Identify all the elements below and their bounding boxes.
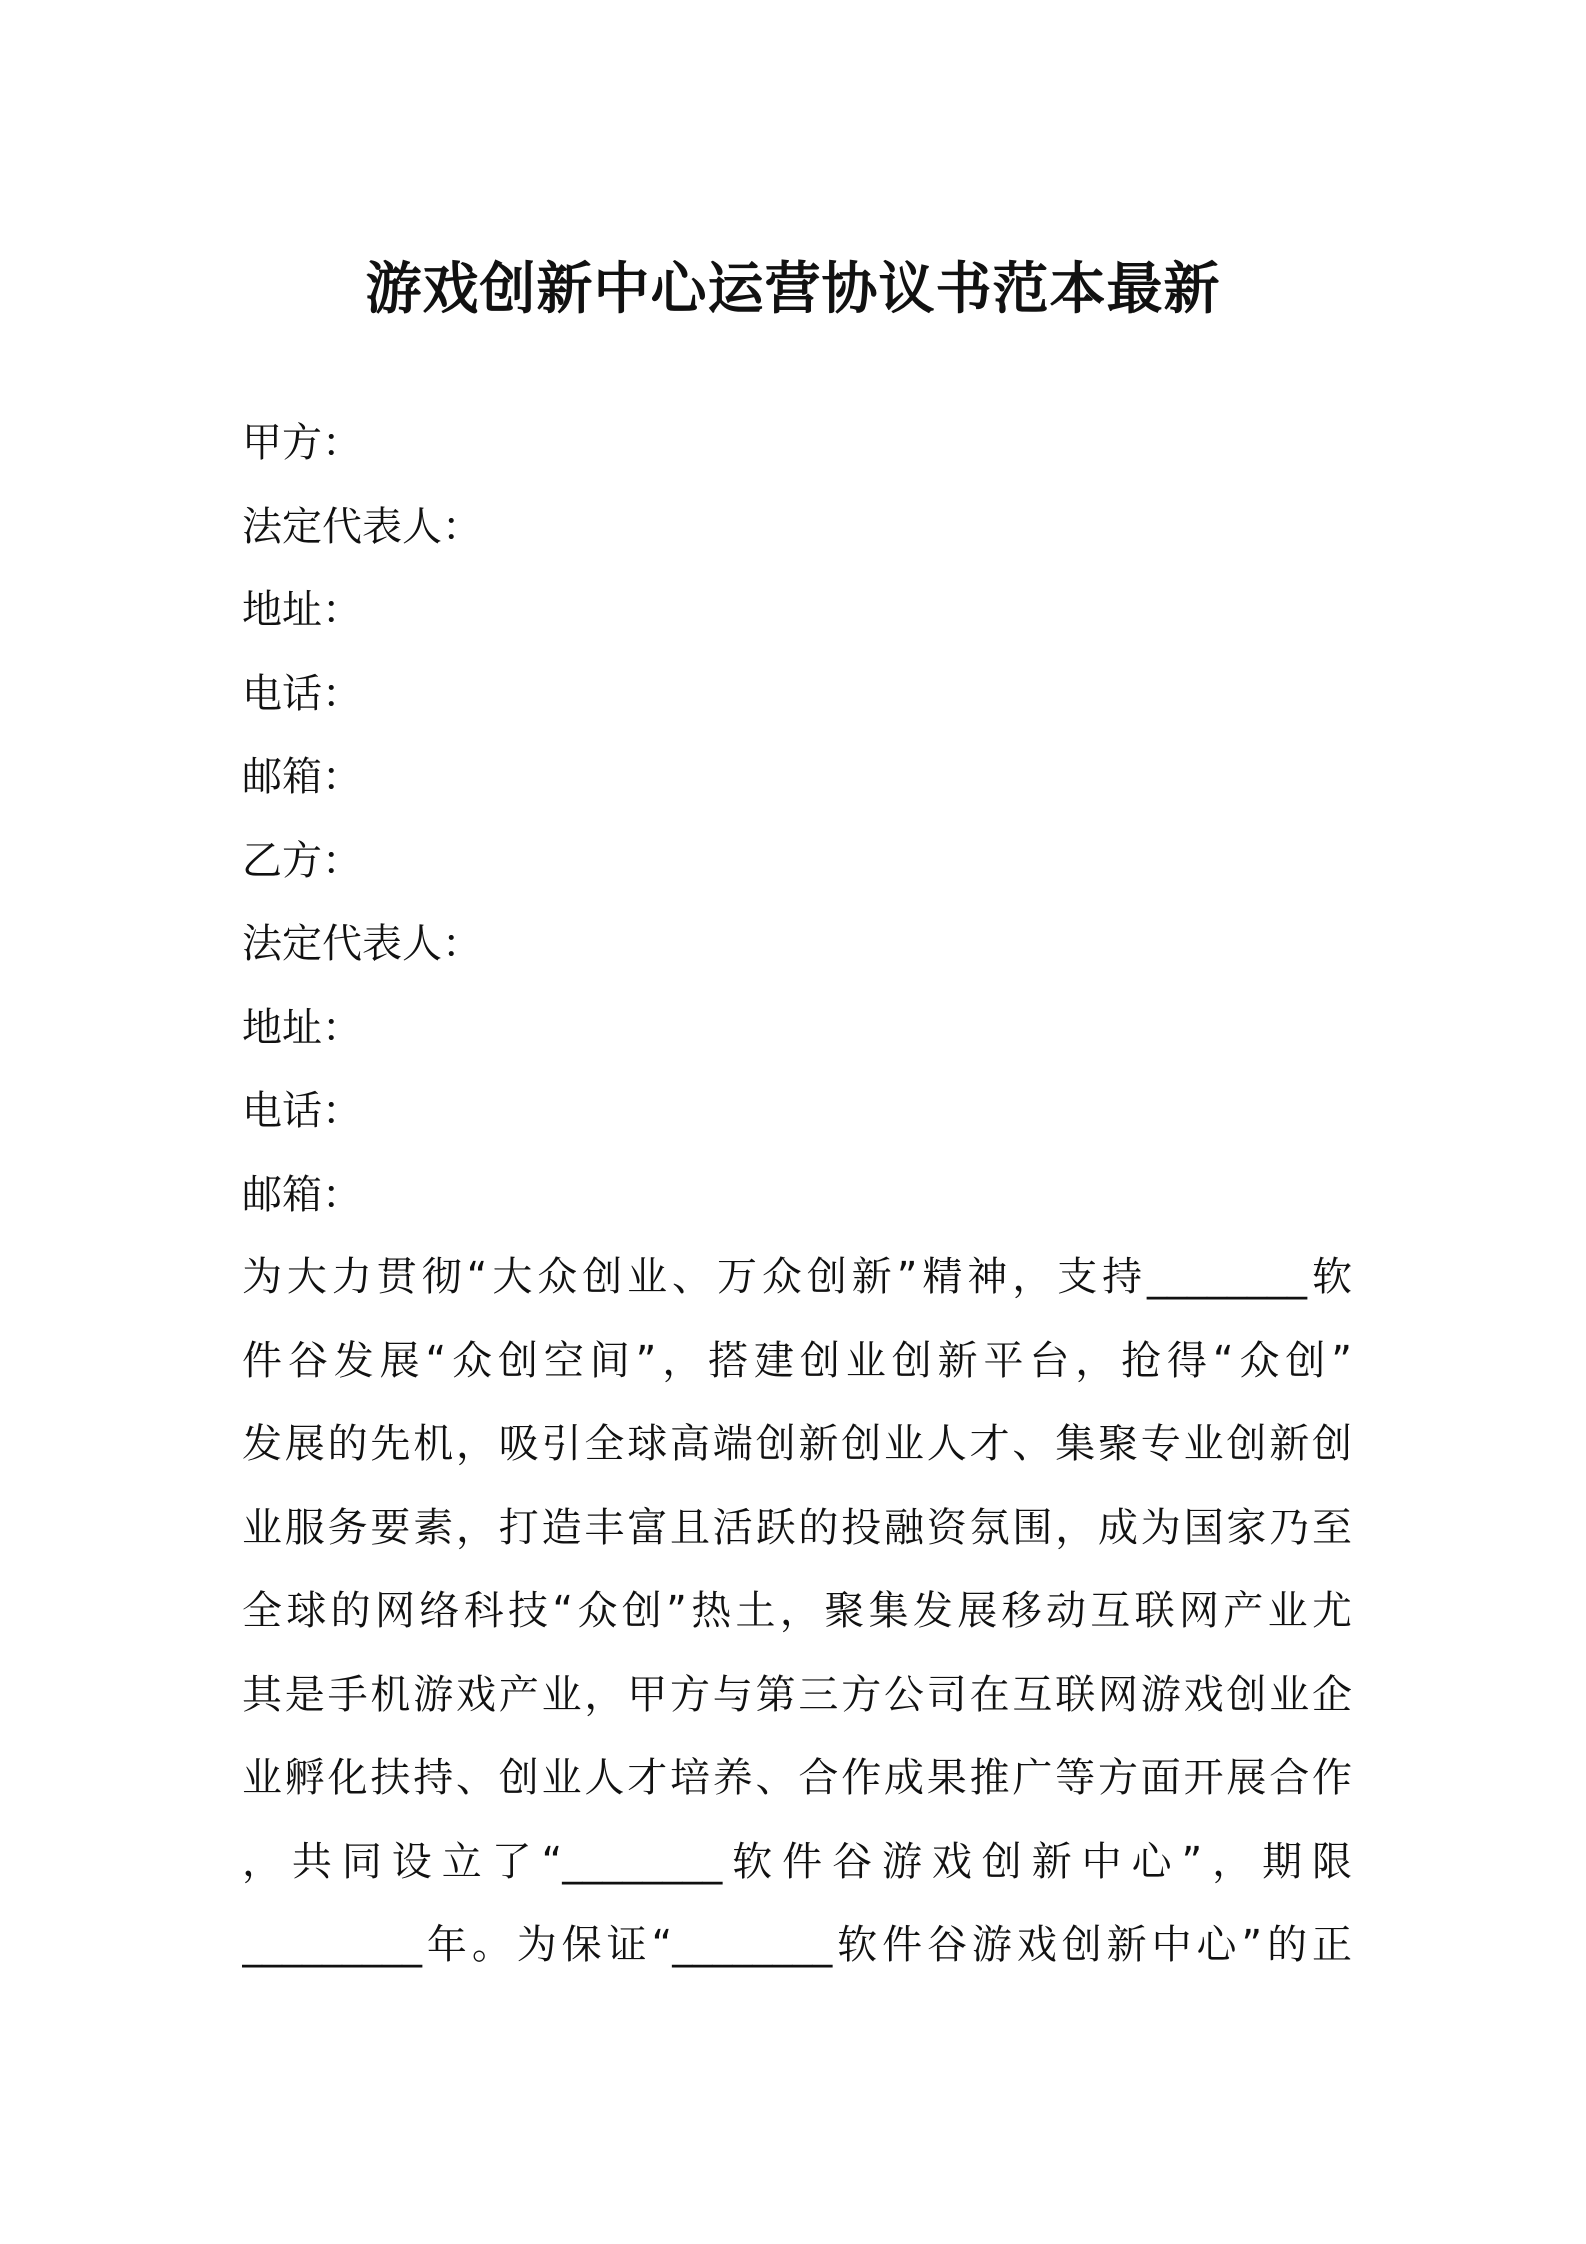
party-a-representative-label: 法定代表人： [242,503,482,550]
body-line: 发展的先机，吸引全球高端创新创业人才、集聚专业创新创 [242,1421,1352,1467]
party-a-email-label: 邮箱： [242,754,362,800]
body-line: ，共同设立了“________软件谷游戏创新中心”，期限 [242,1838,1352,1885]
party-info-section [242,402,1352,1237]
body-line: 其是手机游戏产业，甲方与第三方公司在互联网游戏创业企 [242,1671,1352,1718]
agreement-body-paragraph [242,1236,1352,1988]
party-a-address-label: 地址： [242,587,362,633]
body-line: 全球的网络科技“众创”热土，聚集发展移动互联网产业尤 [242,1588,1352,1634]
body-line: 件谷发展“众创空间”，搭建创业创新平台，抢得“众创” [242,1337,1352,1384]
body-line: _________年。为保证“________软件谷游戏创新中心”的正 [242,1922,1352,1968]
party-b-email-label: 邮箱： [242,1171,362,1218]
body-line: 为大力贯彻“大众创业、万众创新”精神，支持________软 [242,1254,1352,1300]
party-b-phone-label: 电话： [242,1088,362,1134]
party-b-representative-label: 法定代表人： [242,921,482,967]
party-a-phone-label: 电话： [242,670,362,717]
body-line: 业孵化扶持、创业人才培养、合作成果推广等方面开展合作 [242,1755,1352,1801]
body-line: 业服务要素，打造丰富且活跃的投融资氛围，成为国家乃至 [242,1504,1352,1551]
party-b-address-label: 地址： [242,1004,362,1051]
document-title: 游戏创新中心运营协议书范本最新 [365,257,1221,322]
party-a-label: 甲方： [242,420,362,466]
party-b-label: 乙方： [242,837,362,884]
